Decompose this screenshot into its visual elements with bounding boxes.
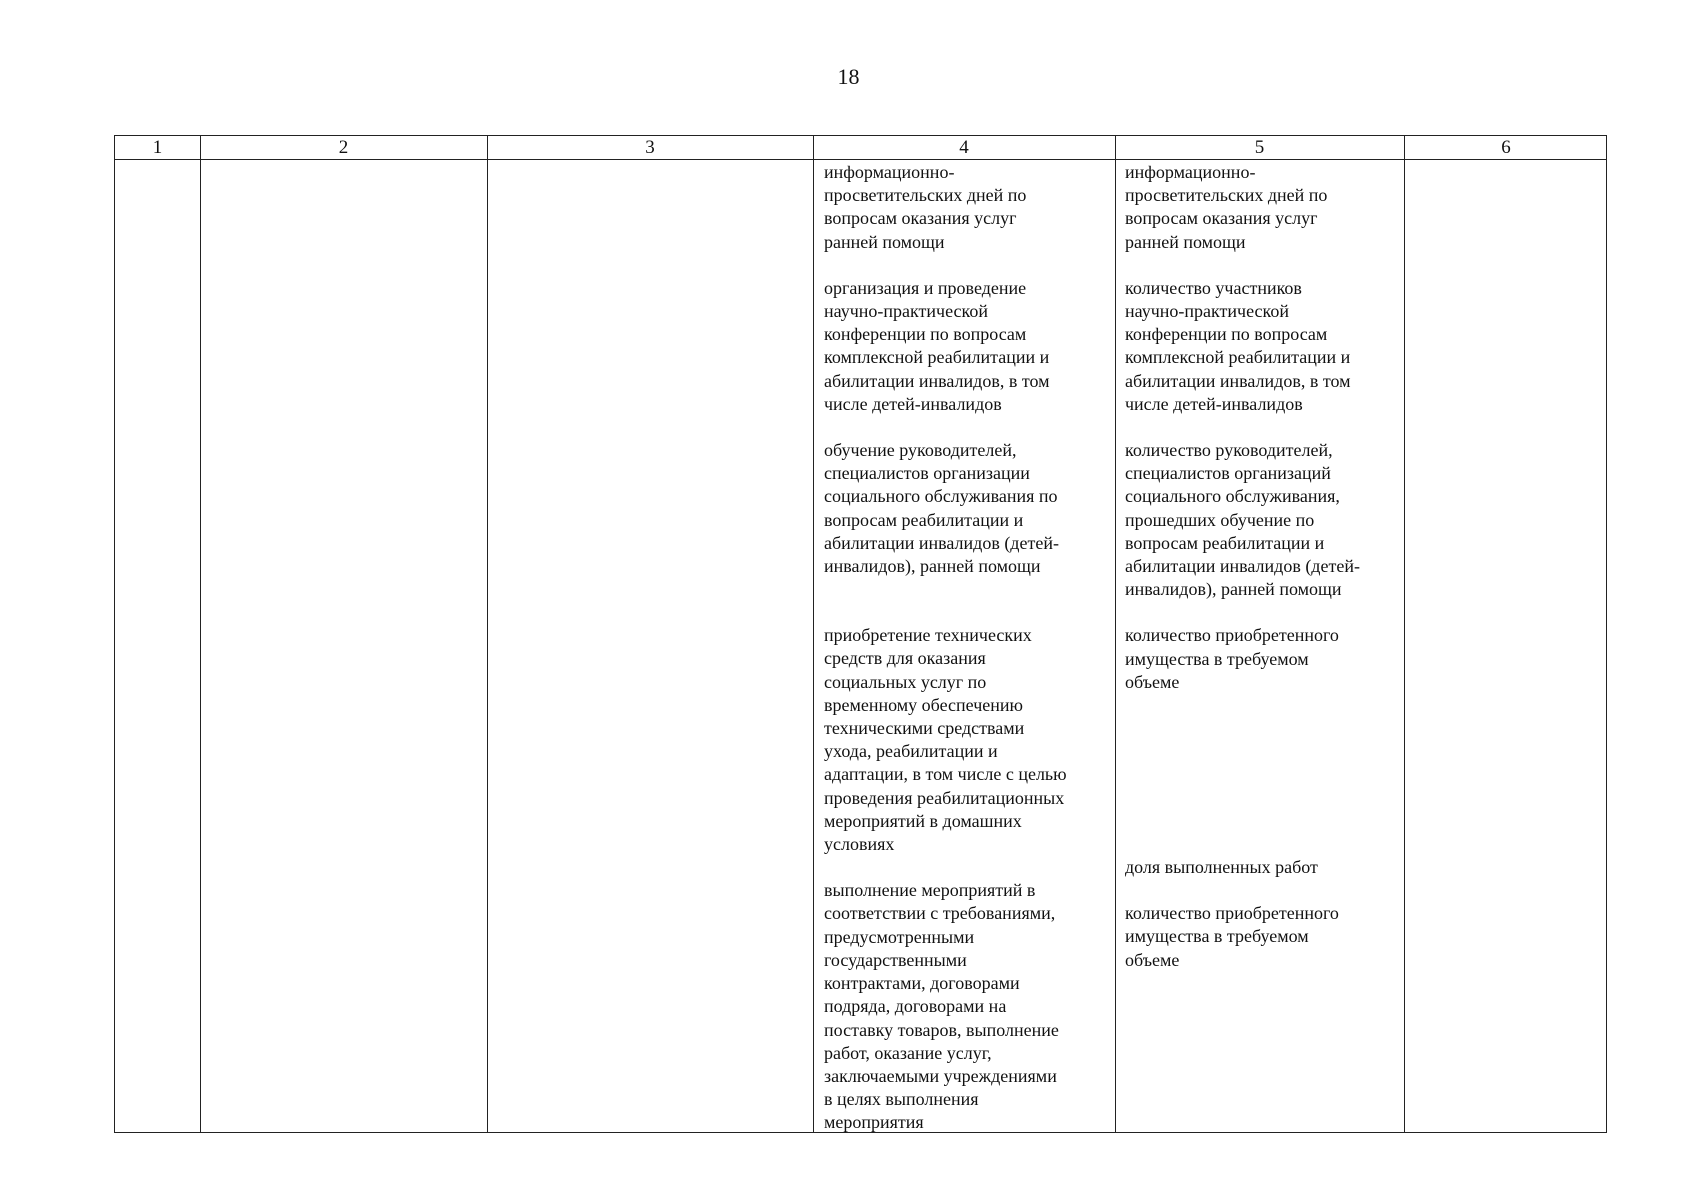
col4-entry: обучение руководителей, специалистов организации социального обслуживания по вопросам реабилитации и абилитации инвалидов (детей- инвалидов), ранней помощи (824, 440, 1059, 577)
header-col-2: 2 (338, 137, 349, 158)
col4-entry: организация и проведение научно-практической конференции по вопросам комплексной реабилитации и абилитации инвалидов, в том числе детей-инвалидов (824, 277, 1050, 414)
column-divider (1115, 136, 1116, 1132)
header-col-1: 1 (152, 137, 163, 158)
table (114, 135, 1607, 1133)
column-divider (813, 136, 814, 1132)
col4-entry: выполнение мероприятий в соответствии с требованиями, предусмотренными государственными контрактами, договорами подряда, договорами на поставку товаров, выполнение работ, оказание услуг, заключаемыми учреждениями в целях выполнения мероприятия (824, 880, 1059, 1133)
header-col-6: 6 (1501, 137, 1511, 158)
col4-entry: информационно- просветительских дней по вопросам оказания услуг ранней помощи (824, 162, 1027, 252)
column-4-content (824, 161, 1112, 1135)
column-5-content (1125, 161, 1405, 972)
col5-entry: количество приобретенного имущества в требуемом объеме (1125, 625, 1339, 692)
col5-entry: информационно- просветительских дней по вопросам оказания услуг ранней помощи (1125, 162, 1328, 252)
header-col-4: 4 (959, 137, 969, 158)
page-number: 18 (837, 64, 860, 89)
header-divider (115, 159, 1606, 160)
header-col-3: 3 (645, 137, 655, 158)
col5-entry: количество приобретенного имущества в требуемом объеме (1125, 903, 1339, 970)
col5-entry: количество руководителей, специалистов организаций социального обслуживания, прошедших обучение по вопросам реабилитации и абилитации инвалидов (детей- инвалидов), ранней помощи (1125, 440, 1360, 600)
column-divider (487, 136, 488, 1132)
col4-entry: приобретение технических средств для оказания социальных услуг по временному обеспечению техническими средствами ухода, реабилитации и адаптации, в том числе с целью проведения реабилитационных мероприятий в домашних условиях (824, 625, 1067, 855)
col5-entry: доля выполненных работ (1125, 857, 1318, 878)
col5-entry: количество участников научно-практической конференции по вопросам комплексной реабилитации и абилитации инвалидов, в том числе детей-инвалидов (1125, 277, 1351, 414)
header-col-5: 5 (1254, 137, 1265, 158)
column-divider (200, 136, 201, 1132)
